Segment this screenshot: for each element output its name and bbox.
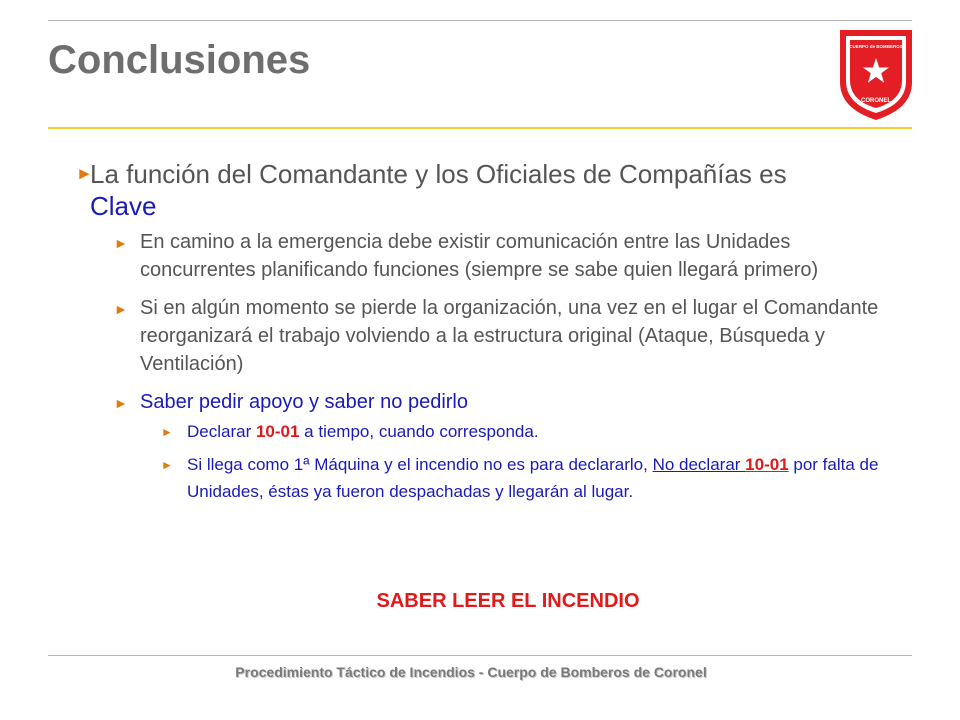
sub-bullet bbox=[76, 294, 880, 378]
sub-bullet bbox=[76, 388, 880, 416]
fire-department-logo bbox=[836, 26, 916, 122]
nested-bullet bbox=[76, 451, 907, 505]
main-bullet-highlight: Clave bbox=[90, 191, 157, 221]
main-bullet bbox=[76, 158, 790, 222]
top-divider bbox=[48, 20, 912, 21]
nested-text-before: Declarar bbox=[187, 422, 256, 441]
bullet-arrow-icon: ► bbox=[161, 425, 173, 439]
emphasis-statement: SABER LEER EL INCENDIO bbox=[376, 590, 640, 612]
slide-content bbox=[76, 158, 916, 505]
alarm-code: 10-01 bbox=[255, 422, 300, 441]
bullet-arrow-icon: ► bbox=[114, 395, 128, 411]
slide-title: Conclusiones bbox=[48, 38, 311, 82]
footer-divider bbox=[48, 655, 912, 656]
nested-underlined-text: No declarar bbox=[652, 455, 746, 474]
bullet-arrow-icon: ► bbox=[161, 458, 173, 472]
bullet-arrow-icon: ► bbox=[76, 164, 93, 183]
sub-bullet-text: Si en algún momento se pierde la organización, una vez en el lugar el Comandante reorganizará el trabajo volviendo a la estructura original (Ataque, Búsqueda y Ventilación) bbox=[140, 297, 879, 375]
nested-bullet bbox=[76, 418, 907, 445]
bullet-arrow-icon: ► bbox=[114, 301, 128, 317]
main-bullet-text: La función del Comandante y los Oficiales de Compañías es bbox=[90, 159, 787, 189]
title-underline bbox=[48, 127, 912, 129]
nested-text-before: Si llega como 1ª Máquina y el incendio no es para declararlo, bbox=[187, 455, 653, 474]
nested-text-after: por falta de Unidades, éstas ya fueron despachadas y llegarán al lugar. bbox=[187, 455, 879, 501]
footer-text: Procedimiento Táctico de Incendios - Cuerpo de Bomberos de Coronel bbox=[235, 664, 707, 680]
nested-text-after: a tiempo, cuando corresponda. bbox=[299, 422, 539, 441]
sub-bullet-text: Saber pedir apoyo y saber no pedirlo bbox=[140, 391, 468, 413]
sub-bullet-text: En camino a la emergencia debe existir comunicación entre las Unidades concurrentes planificando funciones (siempre se sabe quien llegará primero) bbox=[140, 231, 819, 281]
alarm-code: 10-01 bbox=[745, 455, 789, 474]
logo-bottom-text: CORONEL bbox=[861, 98, 891, 104]
bullet-arrow-icon: ► bbox=[114, 235, 128, 251]
logo-top-text: CUERPO de BOMBEROS bbox=[849, 44, 903, 49]
sub-bullet bbox=[76, 228, 880, 284]
